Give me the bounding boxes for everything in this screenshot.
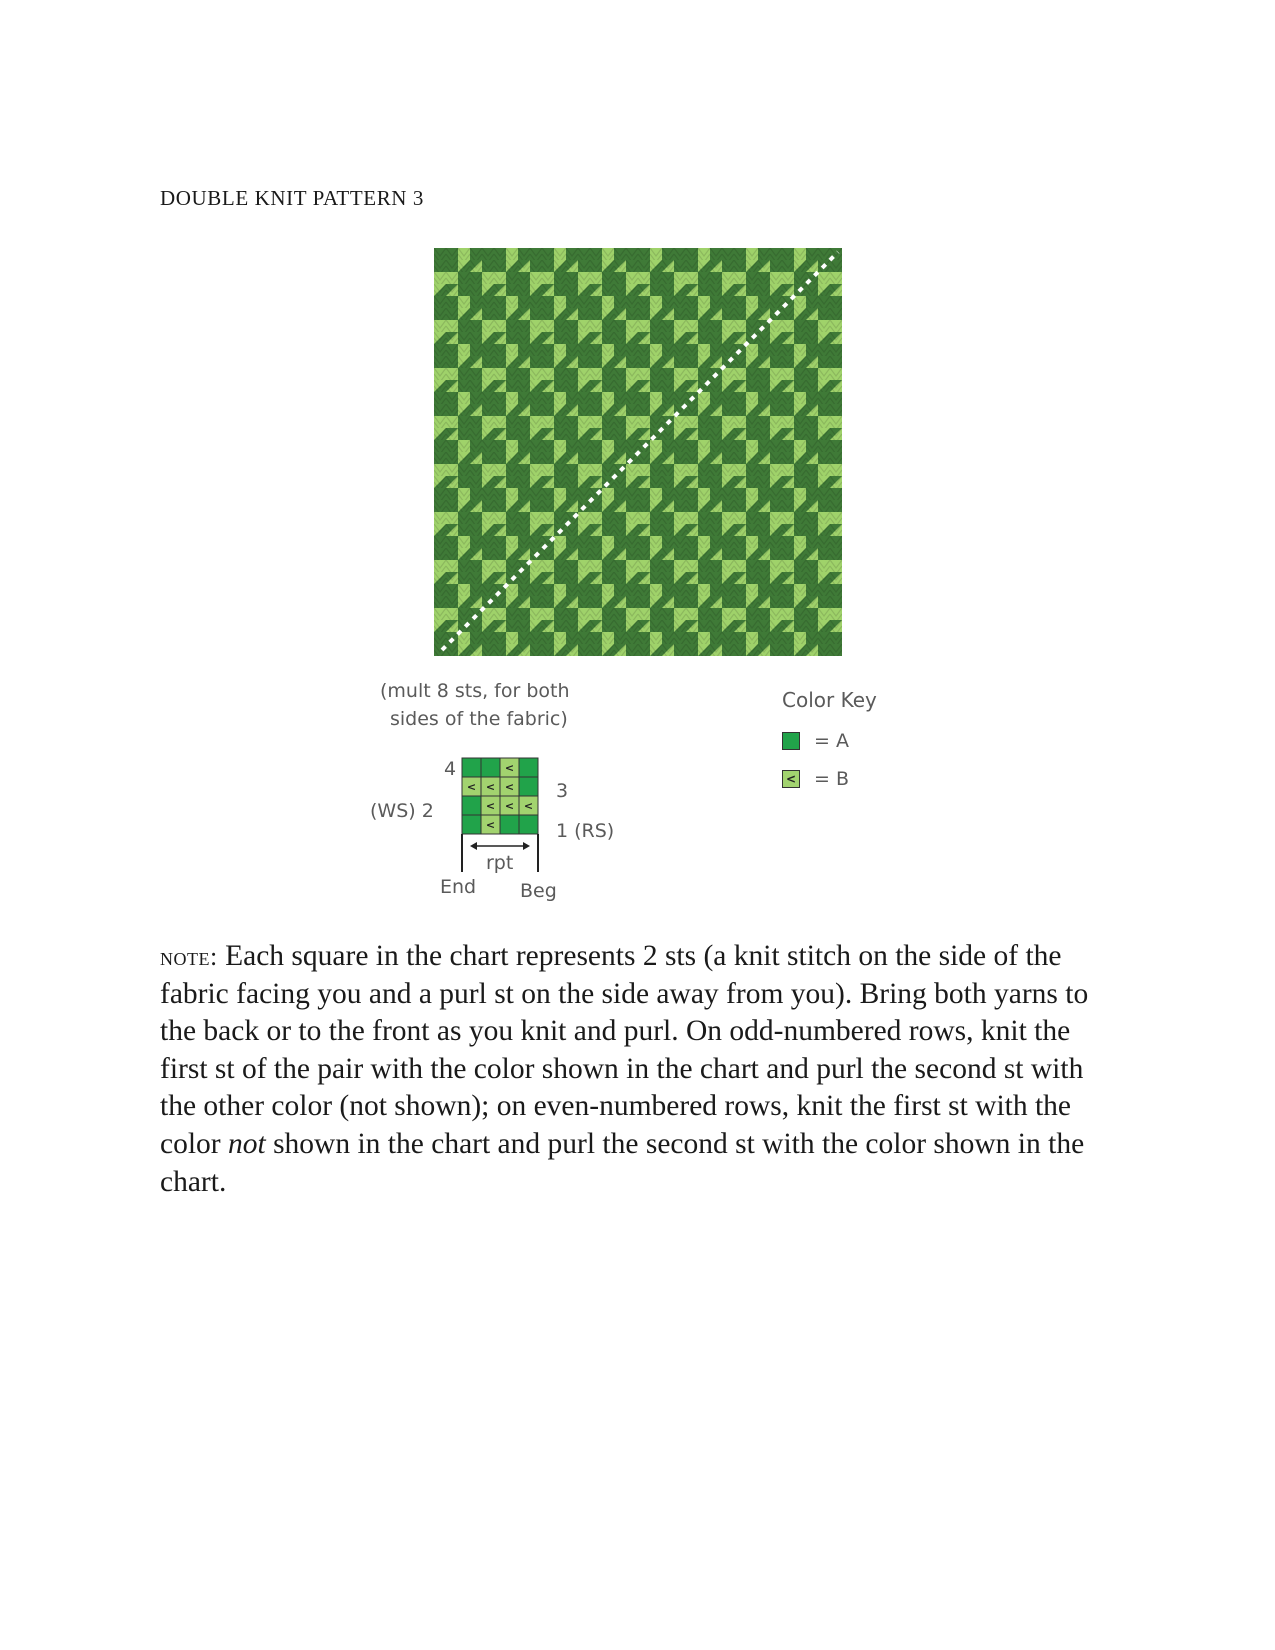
note-text-part-2: shown in the chart and purl the second st with the color shown in the chart. (160, 1127, 1085, 1198)
beg-label: Beg (520, 880, 557, 902)
end-label: End (440, 876, 477, 898)
chart-cell (462, 758, 481, 777)
chart-cell-symbol: < (504, 761, 515, 775)
chart-cell-symbol: < (485, 818, 496, 832)
page-title: DOUBLE KNIT PATTERN 3 (160, 186, 425, 210)
chart-cell (462, 796, 481, 815)
row-label-2-ws: (WS) 2 (370, 800, 434, 822)
color-a-swatch-icon (782, 732, 800, 750)
row-label-3: 3 (556, 780, 569, 802)
color-key-item-b (782, 760, 877, 798)
color-key-label-b: = B (814, 768, 849, 790)
note-paragraph (160, 938, 1120, 1201)
chart-cell (519, 758, 538, 777)
chart-cell (500, 815, 519, 834)
color-key-label-a: = A (814, 730, 849, 752)
chart-cell-symbol: < (466, 780, 477, 794)
color-key (782, 688, 877, 798)
note-text-part-1: Each square in the chart represents 2 sts (a knit stitch on the side of the fabric facing you and a purl st on the side away from you). Bring both yarns to the back or to the front as you knit and purl. On odd-numbered rows, knit the first st of the pair with the color shown in the chart and purl the second st with the other color (not shown); on even-numbered rows, knit the first st with the color (160, 940, 1089, 1160)
note-label: note: (160, 942, 218, 971)
color-key-item-a (782, 722, 877, 760)
repeat-note-line-2: sides of the fabric) (390, 708, 568, 730)
row-label-1-rs: 1 (RS) (556, 820, 615, 842)
chart-cell-symbol: < (504, 799, 515, 813)
repeat-label: rpt (486, 852, 514, 874)
chart-cell-symbol: < (504, 780, 515, 794)
repeat-arrow-right-icon (523, 842, 530, 850)
chart-cell-symbol: < (485, 780, 496, 794)
houndstooth-swatch (434, 248, 842, 656)
row-label-4: 4 (444, 758, 457, 780)
note-emphasis: not (228, 1127, 266, 1160)
repeat-note-line-1: (mult 8 sts, for both (380, 680, 570, 702)
chart-cell (519, 815, 538, 834)
color-key-title: Color Key (782, 688, 877, 712)
chart-cell (519, 777, 538, 796)
chart-cell-symbol: < (523, 799, 534, 813)
repeat-arrow-left-icon (470, 842, 477, 850)
chart-cell-symbol: < (485, 799, 496, 813)
chart-cell (462, 815, 481, 834)
knit-swatch-image (434, 248, 842, 656)
chart-cell (481, 758, 500, 777)
color-b-swatch-icon: < (782, 770, 800, 788)
